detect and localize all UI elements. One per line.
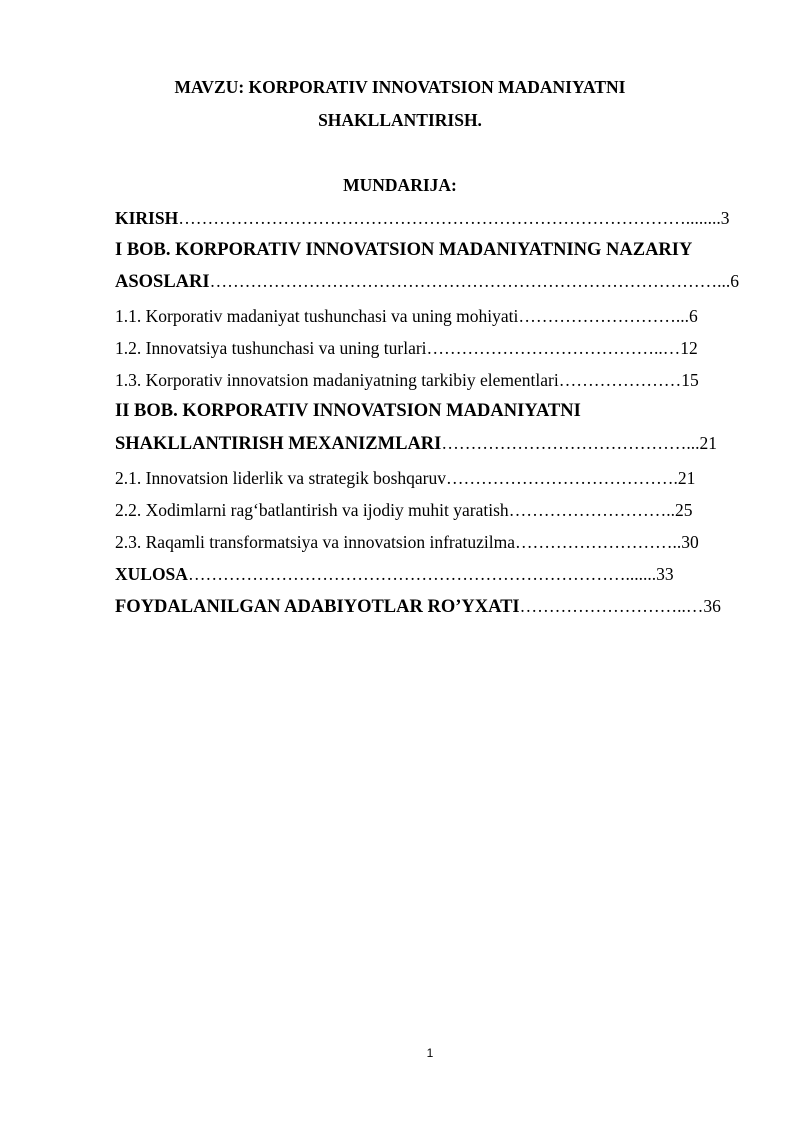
toc-entry-label: I BOB. KORPORATIV INNOVATSION MADANIYATNING NAZARIY: [115, 240, 693, 260]
toc-heading: MUNDARIJA:: [343, 175, 457, 195]
toc-entry-1-3[interactable]: [115, 369, 699, 391]
document-title-line-2: SHAKLLANTIRISH.: [318, 110, 482, 130]
toc-entry-page: 30: [681, 532, 699, 552]
toc-entry-chapter-1[interactable]: [115, 270, 739, 293]
toc-entry-leader: ………………………..…: [519, 596, 704, 616]
toc-entry-2-1[interactable]: [115, 467, 695, 489]
toc-entry-label: FOYDALANILGAN ADABIYOTLAR RO’YXATI: [115, 597, 520, 617]
toc-entry-page: 21: [699, 433, 717, 453]
toc-entry-1-1[interactable]: [115, 305, 698, 327]
toc-entry-leader: …………………: [558, 370, 682, 390]
toc-entry-label: 2.3. Raqamli transformatsiya va innovatsion infratuzilma: [115, 532, 515, 552]
toc-entry-page: 25: [674, 500, 693, 520]
toc-entry-leader: ………………………..: [514, 532, 682, 552]
toc-entry-label: 1.3. Korporativ innovatsion madaniyatning tarkibiy elementlari: [115, 370, 559, 390]
toc-entry-chapter-2[interactable]: [115, 432, 717, 455]
document-title-line-1: MAVZU: KORPORATIV INNOVATSION MADANIYATNI: [174, 77, 626, 97]
toc-entry-page: 12: [680, 338, 698, 358]
toc-entry-page: 33: [656, 564, 674, 584]
toc-entry-leader: ………………………………….: [445, 468, 678, 488]
toc-entry-leader: ……………………………………………………………………………...: [209, 271, 731, 291]
toc-entry-2-2[interactable]: [115, 499, 692, 521]
toc-entry-label: 1.2. Innovatsiya tushunchasi va uning turlari: [115, 338, 427, 358]
toc-entry-leader: …………………………………..…: [426, 338, 681, 358]
toc-entry-page: 6: [730, 271, 739, 291]
toc-entry-page: 21: [677, 468, 696, 488]
toc-entry-leader: ………………………..: [508, 500, 675, 520]
toc-entry-label: SHAKLLANTIRISH MEXANIZMLARI: [115, 434, 442, 454]
toc-entry-label: XULOSA: [115, 564, 188, 584]
toc-entry-page: 6: [689, 306, 698, 326]
toc-entry-label: 2.1. Innovatsion liderlik va strategik boshqaruv: [115, 468, 446, 488]
toc-entry-page: 3: [720, 208, 730, 228]
toc-entry-label: II BOB. KORPORATIV INNOVATSION MADANIYATNI: [115, 401, 581, 421]
toc-entry-page: 36: [703, 596, 721, 616]
toc-entry-label: ASOSLARI: [115, 272, 210, 292]
toc-entry-chapter-1-title[interactable]: [115, 239, 692, 261]
page-number: 1: [426, 1046, 434, 1060]
toc-entry-label: 2.2. Xodimlarni rag‘batlantirish va ijodiy muhit yaratish: [115, 500, 509, 520]
toc-entry-leader: ……………………………………………………………………………........: [178, 208, 721, 228]
toc-entry-2-3[interactable]: [115, 531, 699, 553]
toc-entry-kirish[interactable]: [115, 207, 729, 229]
toc-entry-chapter-2-title[interactable]: [115, 400, 581, 422]
toc-entry-leader: ………………………...: [518, 306, 690, 326]
toc-entry-bibliography[interactable]: [115, 595, 721, 618]
toc-entry-xulosa[interactable]: [115, 563, 674, 585]
toc-entry-label: 1.1. Korporativ madaniyat tushunchasi va uning mohiyati: [115, 306, 519, 326]
toc-entry-1-2[interactable]: [115, 337, 698, 359]
toc-entry-leader: ………………………………………………………………….......: [187, 564, 657, 584]
toc-entry-leader: ……………………………………...: [441, 433, 700, 453]
toc-entry-page: 15: [681, 370, 699, 390]
toc-entry-label: KIRISH: [115, 208, 179, 228]
